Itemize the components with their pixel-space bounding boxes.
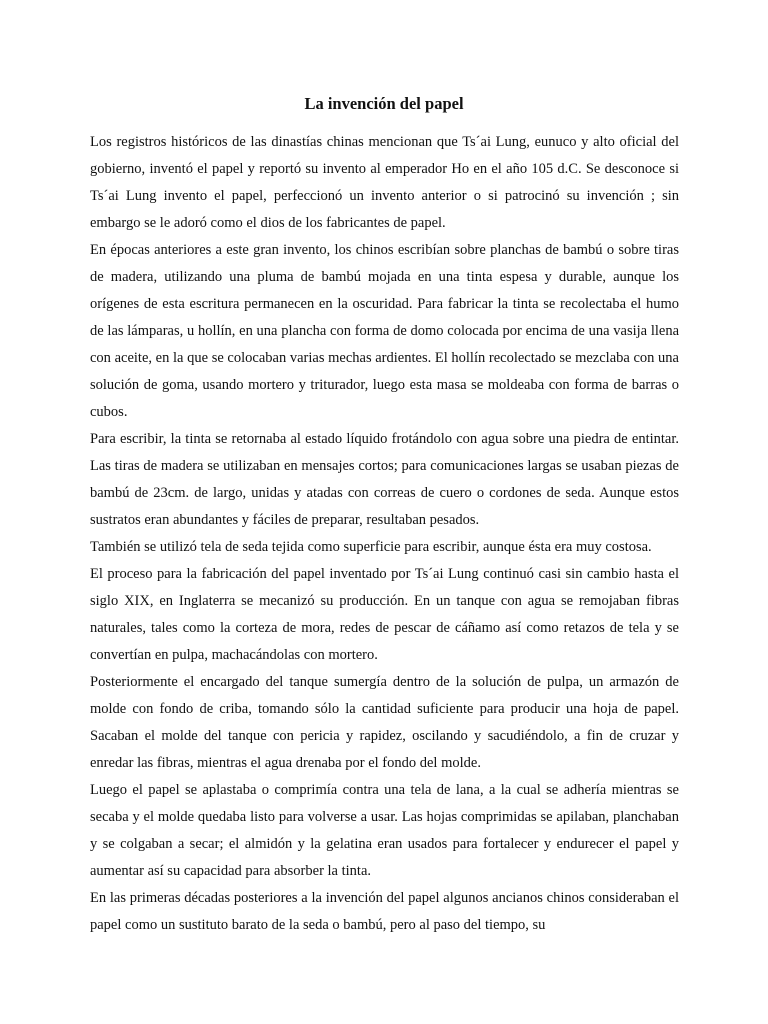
paragraph-8: En las primeras décadas posteriores a la invención del papel algunos ancianos chinos consideraban el papel como un sustituto barato de la seda o bambú, pero al paso del tiempo, su [90,890,679,933]
document-title: La invención del papel [304,94,464,113]
paragraph-6: Posteriormente el encargado del tanque sumergía dentro de la solución de pulpa, un armazón de molde con fondo de criba, tomando sólo la cantidad suficiente para producir una hoja de papel. Sacaban el molde del tanque con pericia y rapidez, oscilando y sacudiéndolo, a fin de cruzar y enredar las fibras, mientras el agua drenaba por el fondo del molde. [90,674,679,771]
paragraph-1: Los registros históricos de las dinastías chinas mencionan que Ts´ai Lung, eunuco y alto oficial del gobierno, inventó el papel y reportó su invento al emperador Ho en el año 105 d.C. Se desconoce si Ts´ai Lung invento el papel, perfeccionó un invento anterior o si patrocinó su invención ; sin embargo se le adoró como el dios de los fabricantes de papel. [90,134,679,231]
paragraph-3: Para escribir, la tinta se retornaba al estado líquido frotándolo con agua sobre una piedra de entintar. Las tiras de madera se utilizaban en mensajes cortos; para comunicaciones largas se usaban piezas de bambú de 23cm. de largo, unidas y atadas con correas de cuero o cordones de seda. Aunque estos sustratos eran abundantes y fáciles de preparar, resultaban pesados. [90,431,679,528]
document-body [90,129,679,939]
paragraph-2: En épocas anteriores a este gran invento, los chinos escribían sobre planchas de bambú o sobre tiras de madera, utilizando una pluma de bambú mojada en una tinta espesa y durable, aunque los orígenes de esta escritura permanecen en la oscuridad. Para fabricar la tinta se recolectaba el humo de las lámparas, u hollín, en una plancha con forma de domo colocada por encima de una vasija llena con aceite, en la que se colocaban varias mechas ardientes. El hollín recolectado se mezclaba con una solución de goma, usando mortero y triturador, luego esta masa se moldeaba con forma de barras o cubos. [90,242,679,420]
paragraph-4: También se utilizó tela de seda tejida como superficie para escribir, aunque ésta era muy costosa. [90,539,652,555]
paragraph-7: Luego el papel se aplastaba o comprimía contra una tela de lana, a la cual se adhería mientras se secaba y el molde quedaba listo para volverse a usar. Las hojas comprimidas se apilaban, planchaban y se colgaban a secar; el almidón y la gelatina eran usados para fortalecer y endurecer el papel y aumentar así su capacidad para absorber la tinta. [90,782,679,879]
paragraph-5: El proceso para la fabricación del papel inventado por Ts´ai Lung continuó casi sin cambio hasta el siglo XIX, en Inglaterra se mecanizó su producción. En un tanque con agua se remojaban fibras naturales, tales como la corteza de mora, redes de pescar de cáñamo así como retazos de tela y se convertían en pulpa, machacándolas con mortero. [90,566,679,663]
